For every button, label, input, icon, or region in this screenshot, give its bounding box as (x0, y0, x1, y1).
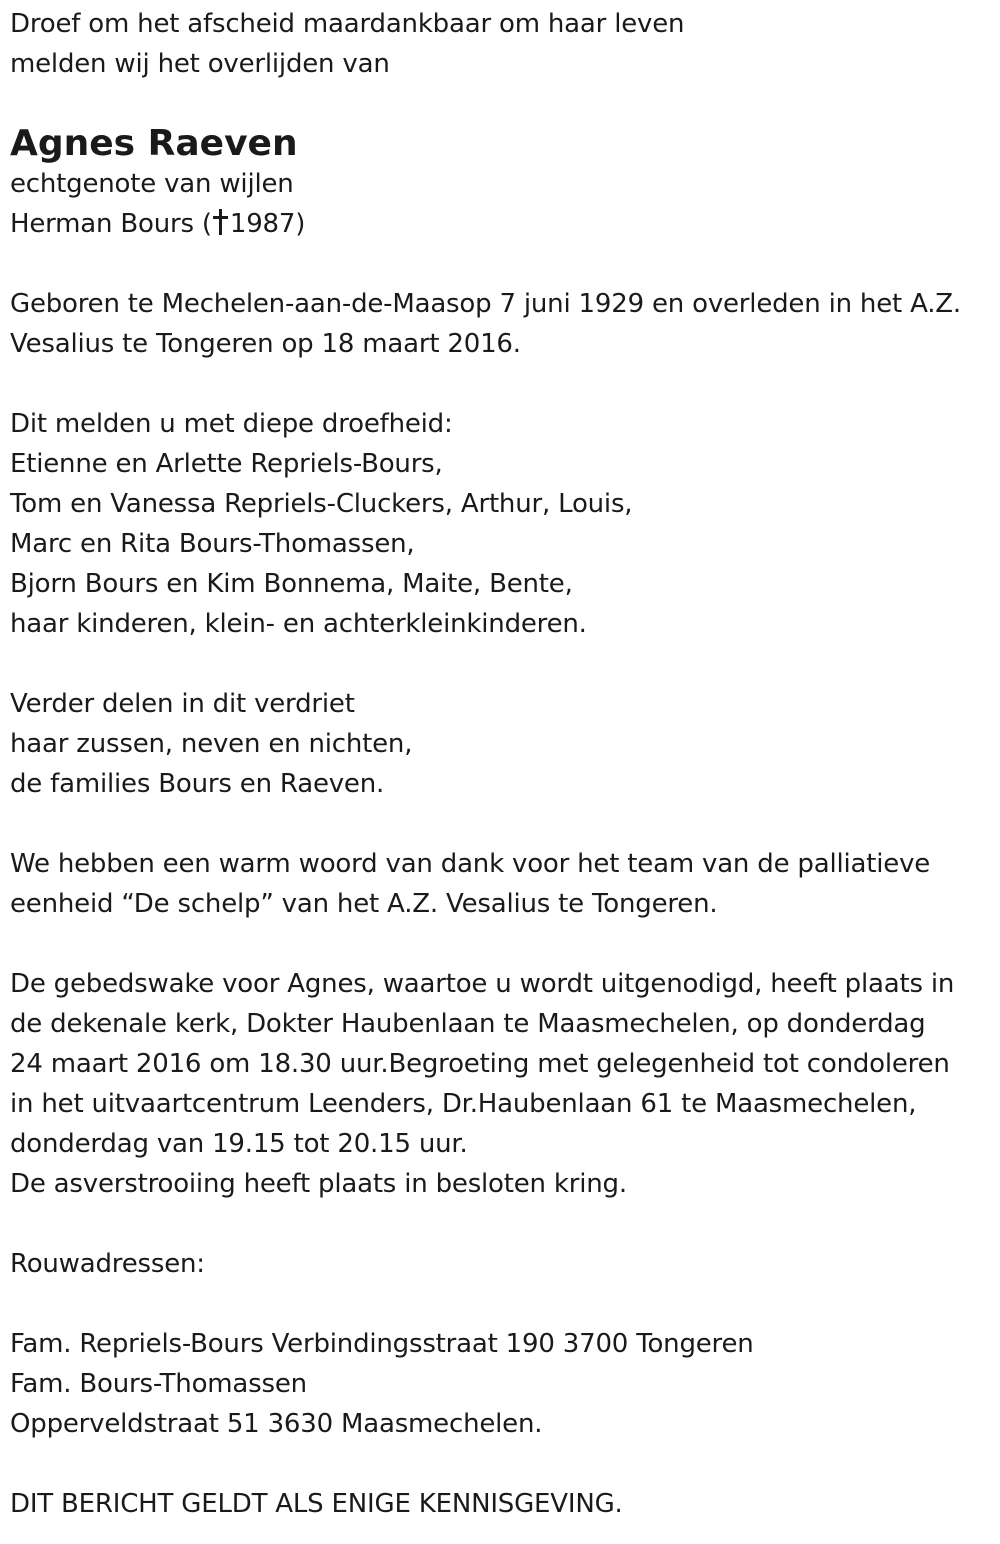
mourners-section (10, 404, 995, 644)
thanks-section (10, 844, 995, 924)
spacer (10, 804, 995, 844)
ceremony-line: donderdag van 19.15 tot 20.15 uur. (10, 1129, 468, 1159)
obituary-notice (10, 4, 995, 1524)
mourners-line: haar kinderen, klein- en achterkleinkinderen. (10, 609, 587, 639)
birth-death-line: Geboren te Mechelen-aan-de-Maasop 7 juni 1929 en overleden in het A.Z. (10, 289, 961, 319)
closing-statement: DIT BERICHT GELDT ALS ENIGE KENNISGEVING. (10, 1489, 623, 1519)
intro-section (10, 4, 995, 84)
mourners-line: Bjorn Bours en Kim Bonnema, Maite, Bente, (10, 569, 573, 599)
deceased-name: Agnes Raeven (10, 123, 298, 164)
spacer (10, 1444, 995, 1484)
spouse-prefix: Herman Bours ( (10, 209, 212, 239)
spacer (10, 244, 995, 284)
ceremony-line: De gebedswake voor Agnes, waartoe u wordt uitgenodigd, heeft plaats in (10, 969, 955, 999)
thanks-line: eenheid “De schelp” van het A.Z. Vesalius te Tongeren. (10, 889, 718, 919)
mourners-line: Marc en Rita Bours-Thomassen, (10, 529, 415, 559)
address-line: Opperveldstraat 51 3630 Maasmechelen. (10, 1409, 543, 1439)
ceremony-section (10, 964, 995, 1204)
intro-line: melden wij het overlijden van (10, 49, 390, 79)
spacer (10, 644, 995, 684)
family-section (10, 684, 995, 804)
mourners-line: Dit melden u met diepe droefheid: (10, 409, 453, 439)
spacer (10, 1204, 995, 1244)
birth-death-section (10, 284, 995, 364)
intro-line: Droef om het afscheid maardankbaar om haar leven (10, 9, 685, 39)
address-line: Fam. Bours-Thomassen (10, 1369, 307, 1399)
ceremony-line: De asverstrooiing heeft plaats in besloten kring. (10, 1169, 627, 1199)
spouse-section (10, 164, 995, 244)
family-line: haar zussen, neven en nichten, (10, 729, 413, 759)
spouse-year: 1987) (229, 209, 306, 239)
cross-icon (212, 209, 229, 235)
family-line: Verder delen in dit verdriet (10, 689, 355, 719)
spacer (10, 364, 995, 404)
family-line: de families Bours en Raeven. (10, 769, 385, 799)
spouse-line (10, 204, 995, 244)
spacer (10, 1284, 995, 1324)
address-line: Fam. Repriels-Bours Verbindingsstraat 190 3700 Tongeren (10, 1329, 754, 1359)
addresses-section (10, 1324, 995, 1444)
thanks-line: We hebben een warm woord van dank voor het team van de palliatieve (10, 849, 931, 879)
spacer (10, 924, 995, 964)
birth-death-line: Vesalius te Tongeren op 18 maart 2016. (10, 329, 521, 359)
ceremony-line: de dekenale kerk, Dokter Haubenlaan te Maasmechelen, op donderdag (10, 1009, 926, 1039)
ceremony-line: in het uitvaartcentrum Leenders, Dr.Haubenlaan 61 te Maasmechelen, (10, 1089, 917, 1119)
relation-line: echtgenote van wijlen (10, 169, 294, 199)
ceremony-line: 24 maart 2016 om 18.30 uur.Begroeting met gelegenheid tot condoleren (10, 1049, 950, 1079)
addresses-heading: Rouwadressen: (10, 1249, 205, 1279)
mourners-line: Etienne en Arlette Repriels-Bours, (10, 449, 443, 479)
mourners-line: Tom en Vanessa Repriels-Cluckers, Arthur, Louis, (10, 489, 633, 519)
